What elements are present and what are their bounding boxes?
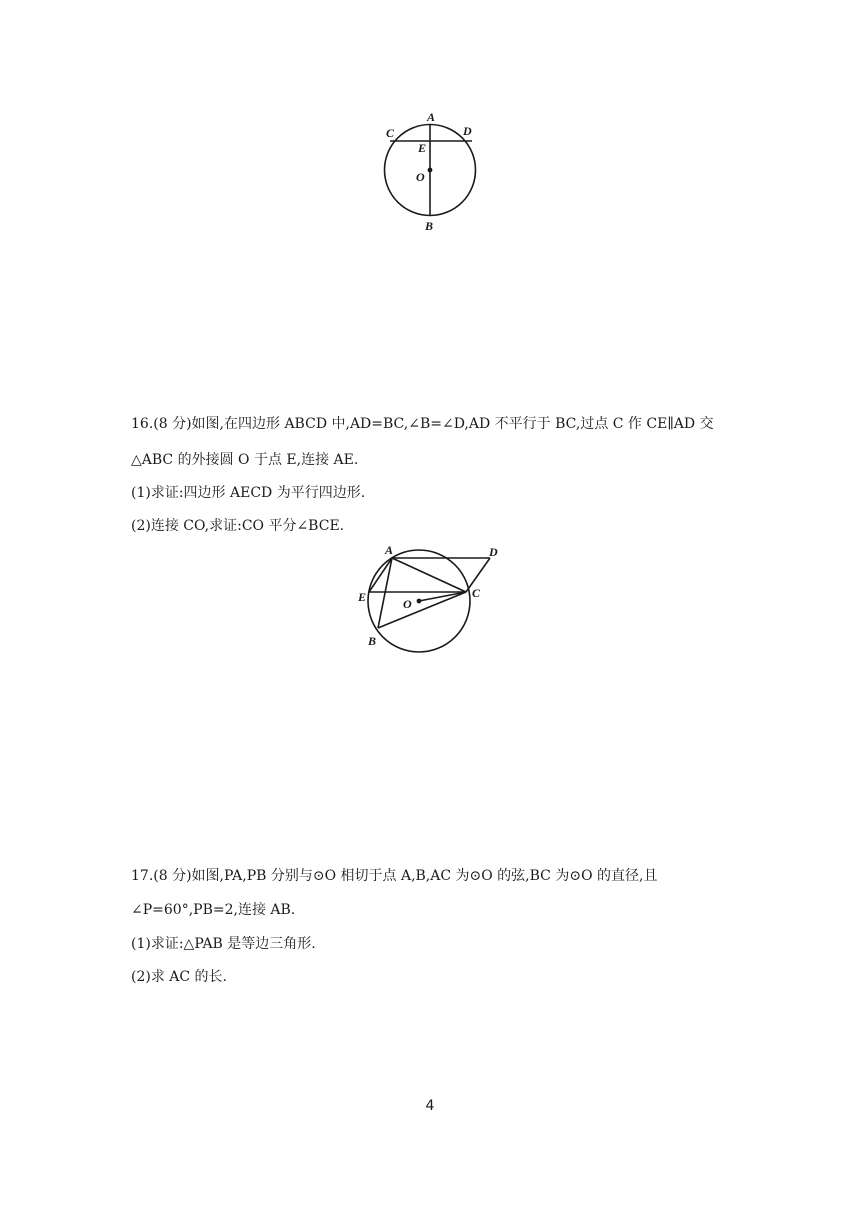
label-c: C [472,586,481,600]
figure-circle-chord-svg [370,105,490,235]
label-b: B [425,219,434,233]
figure-circle-chord [370,105,490,235]
page-number: 4 [425,1098,435,1114]
segment-oc [419,592,466,601]
q16-part-2: (2)连接 CO,求证:CO 平分∠BCE. [131,518,345,534]
label-a: A [385,543,394,557]
label-b: B [368,634,377,648]
q17-part-2: (2)求 AC 的长. [131,969,228,985]
segment-bc [378,592,466,628]
label-c: C [386,126,395,140]
label-d: D [463,124,472,138]
q17-line-2: ∠P=60°,PB=2,连接 AB. [131,902,296,918]
figure-quadrilateral-circle [350,540,510,655]
q17-line-1: 17.(8 分)如图,PA,PB 分别与⊙O 相切于点 A,B,AC 为⊙O 的弦,BC 为⊙O 的直径,且 [131,868,658,884]
q17-part-1: (1)求证:△PAB 是等边三角形. [131,936,316,952]
figure-quadrilateral-circle-svg [350,540,510,655]
label-e: E [358,590,367,604]
label-d: D [489,545,498,559]
label-o: O [403,597,412,611]
segment-ac [392,558,466,592]
label-e: E [418,141,427,155]
center-dot [428,168,433,173]
q16-line-1: 16.(8 分)如图,在四边形 ABCD 中,AD=BC,∠B=∠D,AD 不平行于 BC,过点 C 作 CE∥AD 交 [131,416,714,432]
center-dot [417,599,422,604]
label-a: A [427,110,436,124]
label-o: O [416,170,425,184]
q16-line-2: △ABC 的外接圆 O 于点 E,连接 AE. [131,452,359,468]
q16-part-1: (1)求证:四边形 AECD 为平行四边形. [131,485,366,501]
